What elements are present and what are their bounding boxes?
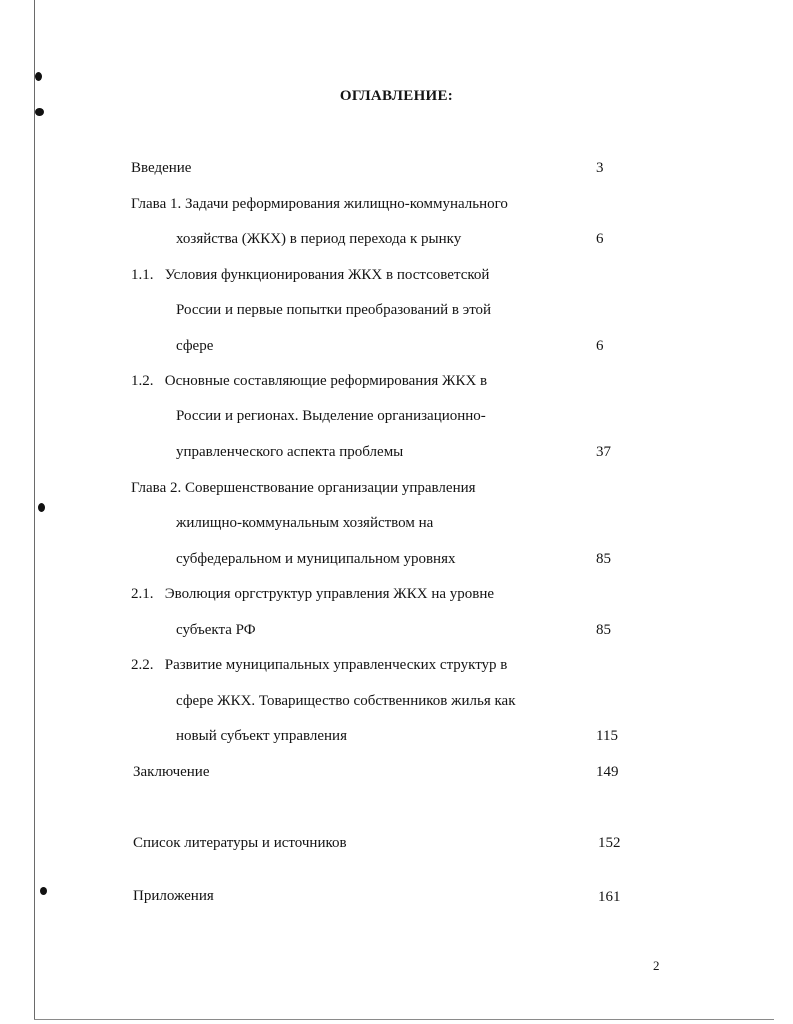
toc-entry-section-1-1-cont: сфере <box>176 338 214 354</box>
toc-entry-conclusion: Заключение <box>133 764 210 780</box>
ink-blot <box>35 108 44 116</box>
toc-entry-section-1-2: 1.2. Основные составляющие реформирования ЖКХ в <box>131 373 488 389</box>
toc-entry-section-1-2-cont: России и регионах. Выделение организационно- <box>176 408 486 424</box>
toc-entry-intro: Введение <box>131 160 192 176</box>
toc-entry-appendices: Приложения <box>133 888 214 904</box>
toc-entry-section-1-2-cont: управленческого аспекта проблемы <box>176 444 404 460</box>
toc-page-appendices: 161 <box>598 889 621 905</box>
scan-bottom-line <box>34 1019 774 1020</box>
toc-page-intro: 3 <box>596 160 604 176</box>
toc-entry-section-2-2-cont: новый субъект управления <box>176 728 347 744</box>
toc-entry-chapter-1: Глава 1. Задачи реформирования жилищно-коммунального <box>131 196 508 212</box>
toc-entry-section-2-1: 2.1. Эволюция оргструктур управления ЖКХ на уровне <box>131 586 495 602</box>
toc-page-chapter-1: 6 <box>596 231 604 247</box>
toc-entry-chapter-1-cont: хозяйства (ЖКХ) в период перехода к рынку <box>176 231 462 247</box>
toc-entry-section-1-1: 1.1. Условия функционирования ЖКХ в постсоветской <box>131 267 490 283</box>
ink-blot <box>35 72 42 81</box>
toc-entry-section-2-2: 2.2. Развитие муниципальных управленческих структур в <box>131 657 508 673</box>
toc-entry-chapter-2: Глава 2. Совершенствование организации управления <box>131 480 476 496</box>
ink-blot <box>38 503 45 512</box>
toc-entry-section-1-1-cont: России и первые попытки преобразований в этой <box>176 302 492 318</box>
scan-edge-line <box>34 0 35 1020</box>
toc-entry-bibliography: Список литературы и источников <box>133 835 347 851</box>
toc-page-bibliography: 152 <box>598 835 621 851</box>
toc-entry-section-2-2-cont: сфере ЖКХ. Товарищество собственников жилья как <box>176 693 516 709</box>
toc-page-section-2-2: 115 <box>596 728 618 744</box>
toc-page-conclusion: 149 <box>596 764 619 780</box>
ink-blot <box>40 887 47 895</box>
toc-page-section-2-1: 85 <box>596 622 611 638</box>
toc-page-chapter-2: 85 <box>596 551 611 567</box>
toc-page-section-1-2: 37 <box>596 444 611 460</box>
toc-page-section-1-1: 6 <box>596 338 604 354</box>
toc-entry-chapter-2-cont: субфедеральном и муниципальном уровнях <box>176 551 456 567</box>
page-number: 2 <box>653 958 660 973</box>
toc-entry-chapter-2-cont: жилищно-коммунальным хозяйством на <box>176 515 434 531</box>
toc-entry-section-2-1-cont: субъекта РФ <box>176 622 256 638</box>
toc-title: ОГЛАВЛЕНИЕ: <box>339 88 454 104</box>
